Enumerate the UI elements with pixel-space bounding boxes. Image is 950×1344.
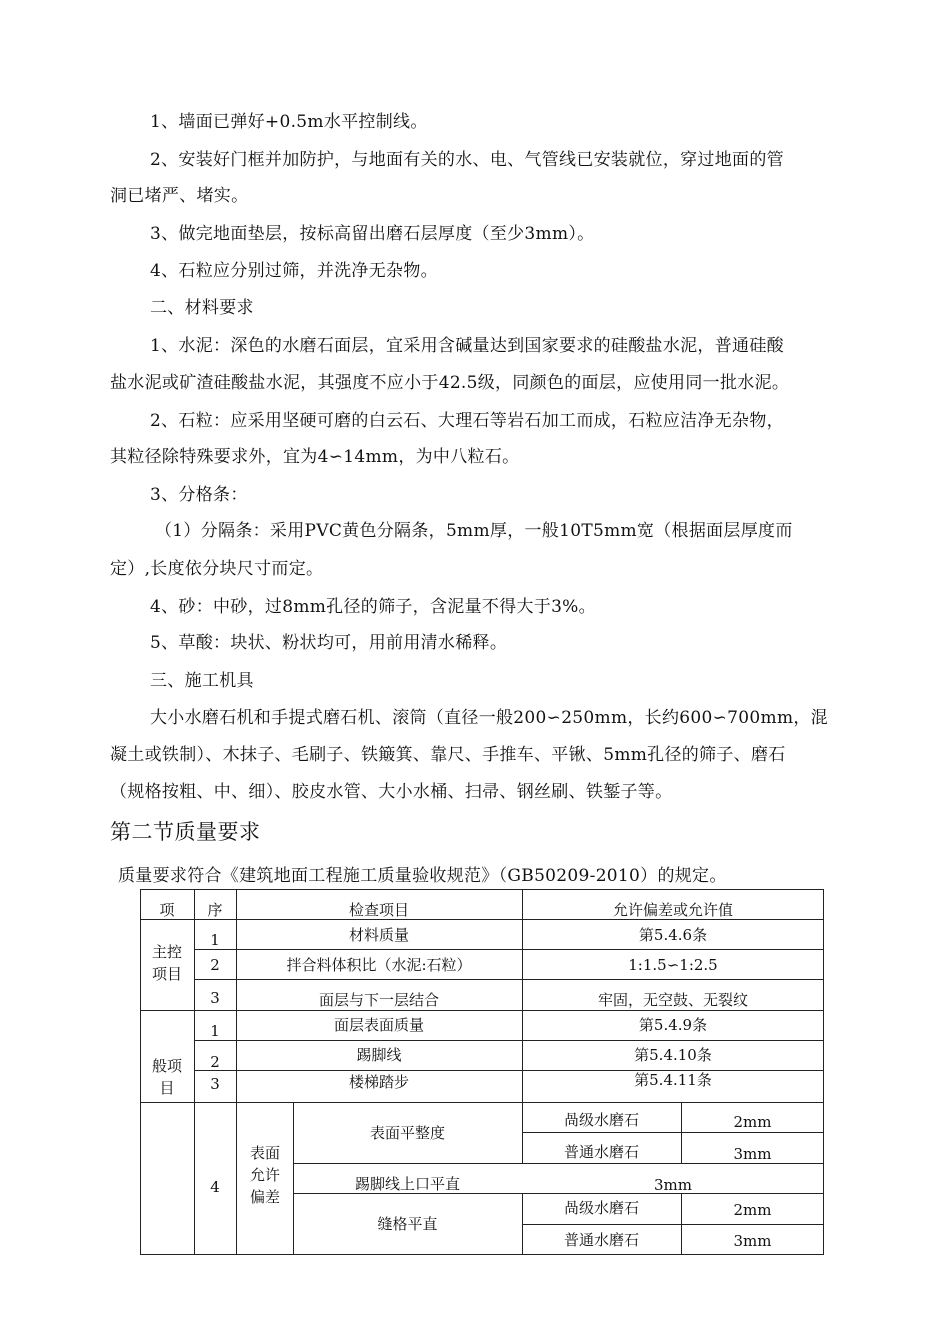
- paragraph-prep-4: 4、石粒应分别过筛，并洗净无杂物。: [150, 261, 438, 281]
- quality-intro: 质量要求符合《建筑地面工程施工质量验收规范》（GB50209-2010）的规定。: [118, 866, 727, 886]
- flatness-ordinary-value: 3mm: [733, 1145, 772, 1163]
- main-row-2-value: 1:1.5∽1:2.5: [628, 956, 718, 974]
- paragraph-cement: 1、水泥：深色的水磨石面层，宜采用含碱量达到国家要求的硅酸盐水泥，普通硅酸: [150, 336, 784, 356]
- main-row-1-no: 1: [210, 931, 220, 949]
- paragraph-tools: 大小水磨石机和手提式磨石机、滚筒（直径一般200∽250mm，长约600∽700mm，混: [150, 708, 828, 728]
- paragraph-divider-1-cont: 定）,长度依分块尺寸而定。: [110, 559, 324, 579]
- surface-flatness: 表面平整度: [369, 1124, 445, 1142]
- joint-straightness: 缝格平直: [377, 1215, 438, 1233]
- paragraph-divider-1: （1）分隔条：采用PVC黄色分隔条，5mm厚，一般10T5mm宽（根据面层厚度而: [155, 521, 793, 541]
- paragraph-tools-cont2: （规格按粗、中、细）、胶皮水管、大小水桶、扫帚、钢丝刷、铁錾子等。: [110, 782, 673, 802]
- header-allowed-value: 允许偏差或允许值: [612, 901, 733, 919]
- tolerance-no: 4: [210, 1178, 220, 1196]
- paragraph-prep-1: 1、墙面已弹好+0.5m水平控制线。: [150, 112, 428, 132]
- general-row-3-item: 楼梯踏步: [348, 1073, 409, 1091]
- main-row-1-value: 第5.4.6条: [638, 926, 708, 944]
- paragraph-stone: 2、石粒：应采用坚硬可磨的白云石、大理石等岩石加工而成，石粒应洁净无杂物，: [150, 411, 784, 431]
- header-no: 序: [207, 901, 223, 919]
- main-row-3-no: 3: [210, 989, 220, 1007]
- main-row-2-item: 拌合料体积比（水泥:石粒）: [286, 956, 472, 974]
- quality-table: [140, 889, 824, 1255]
- joint-high-grade: 咼级水磨石: [563, 1199, 639, 1217]
- paragraph-prep-2: 2、安装好门框并加防护，与地面有关的水、电、气管线已安装就位，穿过地面的管: [150, 150, 784, 170]
- header-category: 项: [159, 901, 175, 919]
- paragraph-prep-3: 3、做完地面垫层，按标高留出磨石层厚度（至少3mm）。: [150, 224, 595, 244]
- general-row-3-no: 3: [210, 1075, 220, 1093]
- general-row-2-no: 2: [210, 1053, 220, 1071]
- group-general: 般项目: [151, 1057, 182, 1097]
- heading-tools: 三、施工机具: [150, 671, 254, 691]
- skirting-straightness: 踢脚线上口平直: [354, 1175, 460, 1193]
- section-title: 第二节质量要求: [110, 820, 261, 844]
- flatness-high-grade-value: 2mm: [733, 1113, 772, 1131]
- tolerance-label: 表面允许偏差: [249, 1144, 280, 1206]
- flatness-ordinary: 普通水磨石: [563, 1143, 639, 1161]
- skirting-straightness-value: 3mm: [654, 1176, 692, 1194]
- general-row-1-no: 1: [210, 1022, 220, 1040]
- paragraph-oxalic: 5、草酸：块状、粉状均可，用前用清水稀释。: [150, 633, 508, 653]
- main-row-2-no: 2: [210, 956, 220, 974]
- paragraph-stone-cont: 其粒径除特殊要求外，宜为4∽14mm，为中八粒石。: [110, 447, 520, 467]
- main-row-3-value: 牢固，无空鼓、无裂纹: [597, 991, 748, 1009]
- paragraph-sand: 4、砂：中砂，过8mm孔径的筛子，含泥量不得大于3%。: [150, 597, 596, 617]
- general-row-1-value: 第5.4.9条: [638, 1016, 708, 1034]
- general-row-2-value: 第5.4.10条: [634, 1046, 712, 1064]
- group-main-control: 主控项目: [151, 943, 182, 983]
- general-row-2-item: 踢脚线: [356, 1046, 402, 1064]
- flatness-high-grade: 咼级水磨石: [563, 1111, 639, 1129]
- joint-ordinary-value: 3mm: [733, 1232, 772, 1250]
- paragraph-prep-2-cont: 洞已堵严、堵实。: [110, 186, 249, 206]
- joint-high-grade-value: 2mm: [733, 1201, 772, 1219]
- paragraph-cement-cont: 盐水泥或矿渣硅酸盐水泥，其强度不应小于42.5级，同颜色的面层，应使用同一批水泥。: [110, 373, 790, 393]
- general-row-3-value: 第5.4.11条: [634, 1071, 712, 1089]
- main-row-1-item: 材料质量: [348, 926, 409, 944]
- header-check-item: 检查项目: [348, 901, 409, 919]
- general-row-1-item: 面层表面质量: [333, 1016, 424, 1034]
- heading-materials: 二、材料要求: [150, 298, 254, 318]
- joint-ordinary: 普通水磨石: [563, 1231, 639, 1249]
- paragraph-divider-strip: 3、分格条：: [150, 485, 248, 505]
- paragraph-tools-cont: 凝土或铁制）、木抹子、毛刷子、铁簸箕、靠尺、手推车、平锹、5mm孔径的筛子、磨石: [110, 745, 786, 765]
- main-row-3-item: 面层与下一层结合: [318, 991, 439, 1009]
